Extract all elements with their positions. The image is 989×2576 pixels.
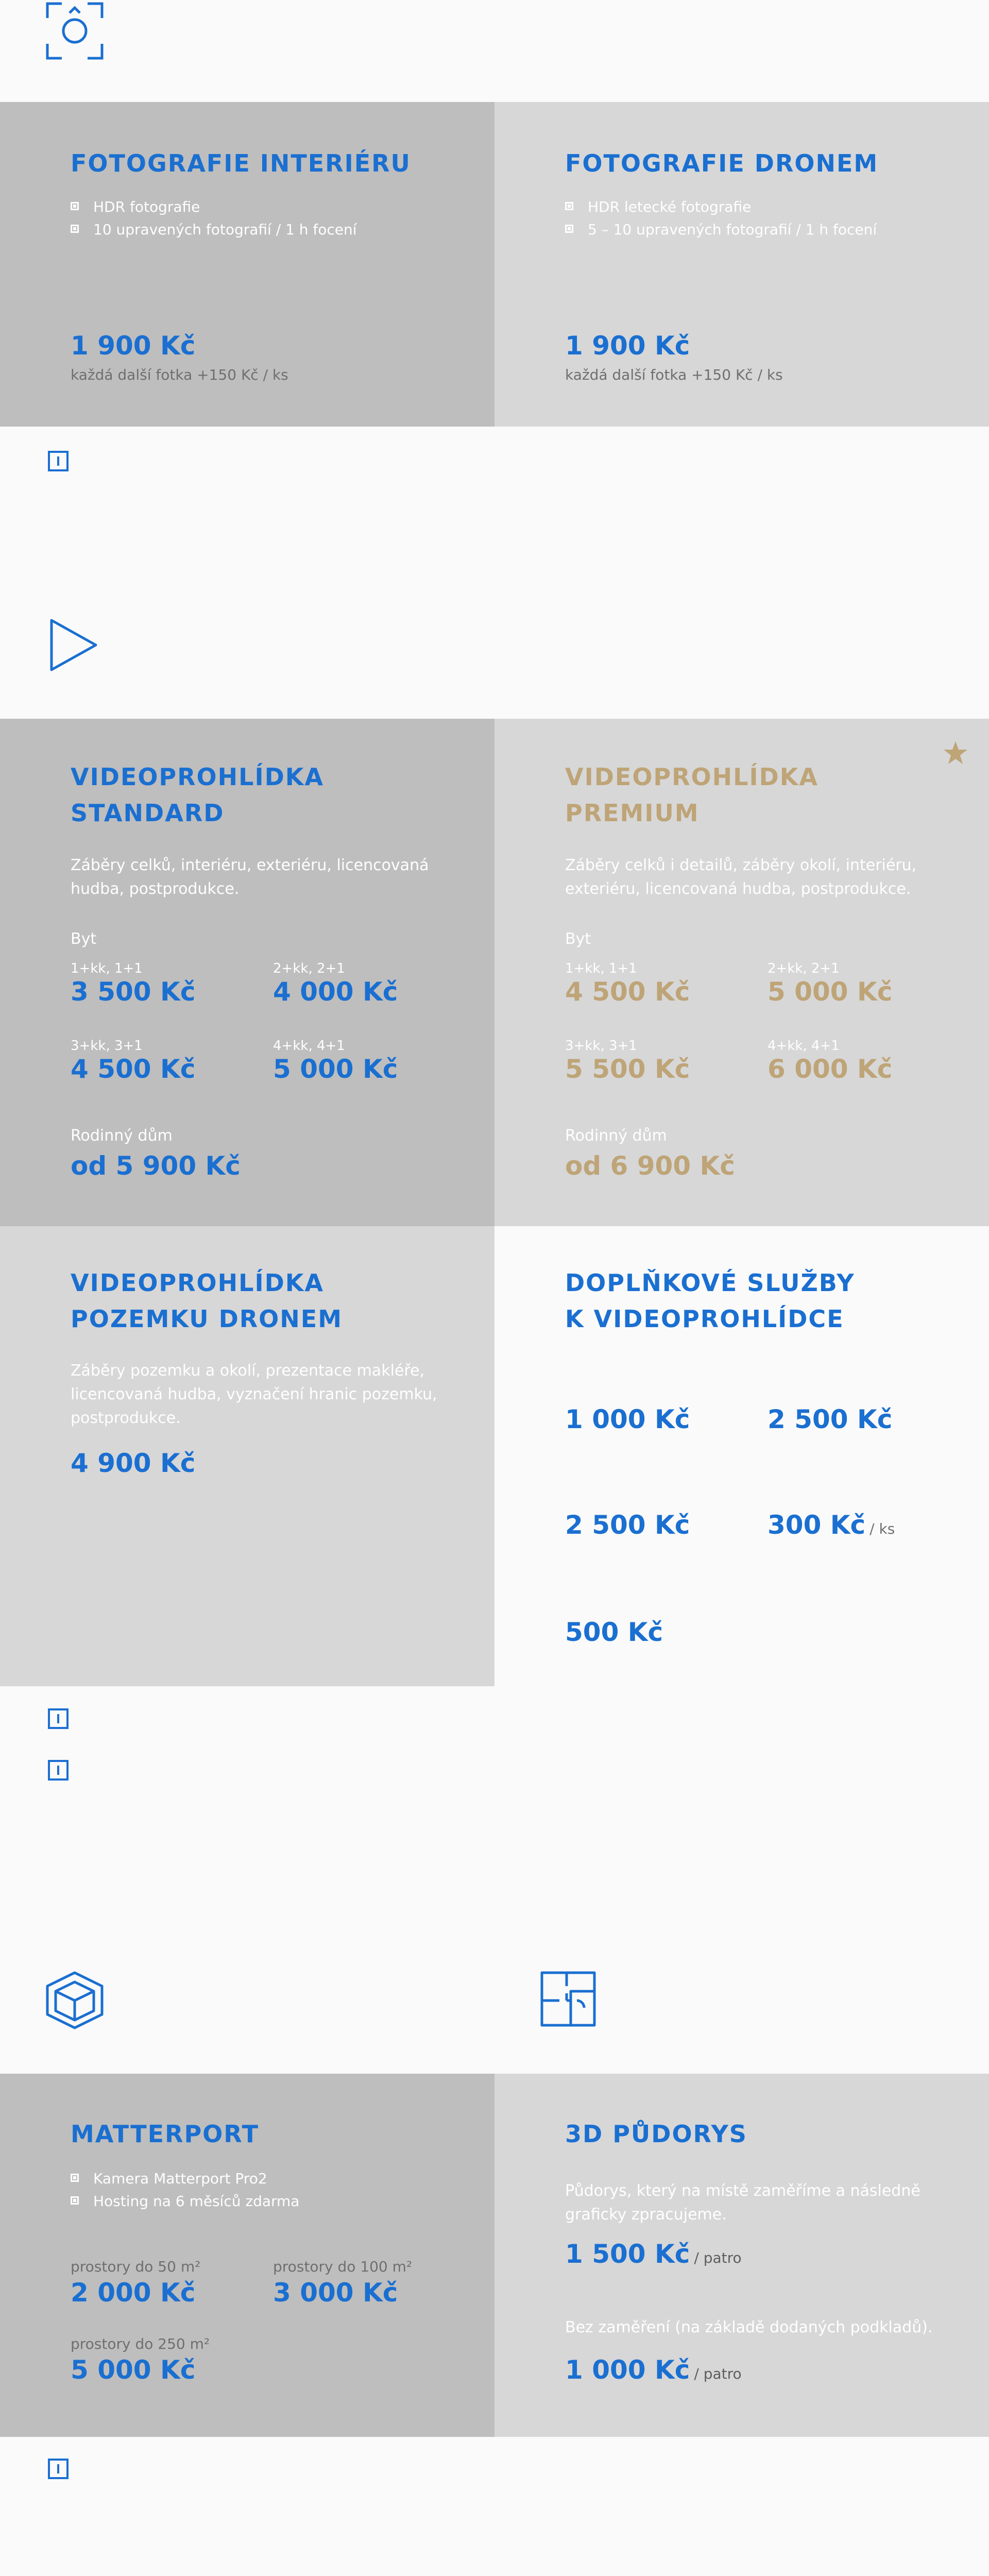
star-icon: [943, 740, 968, 765]
card-description: [565, 2179, 920, 2227]
description-line: Záběry pozemku a okolí, prezentace makléře,: [71, 1362, 425, 1380]
card-title: FOTOGRAFIE DRONEM: [565, 149, 879, 177]
description-line: exteriéru, licencovaná hudba, postprodukce.: [565, 880, 911, 898]
tier-label: 3+kk, 3+1: [71, 1038, 143, 1054]
extra-price-row: [768, 1510, 895, 1545]
card-title: 3D PŮDORYS: [565, 2120, 747, 2148]
tier-price: 6 000 Kč: [768, 1054, 893, 1084]
tier-label: 4+kk, 4+1: [273, 1038, 345, 1054]
card-title-line: K VIDEOPROHLÍDCE: [565, 1305, 844, 1333]
video-extras-card: [494, 1226, 989, 1686]
tier-label: 3+kk, 3+1: [565, 1038, 637, 1054]
feature-item: 10 upravených fotografií / 1 h focení: [71, 218, 357, 241]
tier-price: 3 000 Kč: [273, 2278, 398, 2308]
card-title: [565, 1265, 855, 1337]
card-description: [71, 1359, 437, 1430]
price: 1 500 Kč: [565, 2239, 690, 2269]
card-note: Bez zaměření (na základě dodaných podkladů).: [565, 2318, 933, 2336]
matterport-card: [0, 2074, 494, 2437]
tier-price: 4 500 Kč: [71, 1054, 196, 1084]
card-title-line: DOPLŇKOVÉ SLUŽBY: [565, 1269, 855, 1297]
tier-label: prostory do 50 m²: [71, 2258, 201, 2275]
feature-list: [565, 196, 877, 241]
price: 4 900 Kč: [71, 1448, 196, 1478]
price-unit: / ks: [869, 1520, 895, 1537]
card-title-line: VIDEOPROHLÍDKA: [565, 763, 819, 791]
tier-price: 4 500 Kč: [565, 977, 690, 1007]
tier-price: 3 500 Kč: [71, 977, 196, 1007]
section-label: Byt: [71, 930, 97, 948]
extra-price: 2 500 Kč: [565, 1510, 690, 1540]
card-title-line: POZEMKU DRONEM: [71, 1305, 343, 1333]
info-icon[interactable]: [48, 1760, 69, 1781]
tier-label: 2+kk, 2+1: [273, 961, 345, 976]
tier-price: 2 000 Kč: [71, 2278, 196, 2308]
tier-label: prostory do 100 m²: [273, 2258, 413, 2275]
card-title: [565, 759, 819, 831]
tier-label: prostory do 250 m²: [71, 2335, 210, 2352]
video-premium-card: [494, 719, 989, 1226]
info-icon[interactable]: [48, 2459, 69, 2479]
price: 1 000 Kč: [565, 2355, 690, 2385]
price-row: [565, 2239, 742, 2274]
feature-item: HDR fotografie: [71, 196, 357, 218]
card-description: [71, 854, 429, 901]
card-title-line: VIDEOPROHLÍDKA: [71, 763, 325, 791]
card-title: [71, 759, 324, 831]
price-note: každá další fotka +150 Kč / ks: [71, 366, 288, 383]
feature-list: [71, 196, 357, 241]
extra-price: 300 Kč: [768, 1510, 866, 1540]
house-price: od 6 900 Kč: [565, 1151, 735, 1181]
card-title-line: PREMIUM: [565, 799, 700, 827]
card-title-line: STANDARD: [71, 799, 225, 827]
tier-label: 4+kk, 4+1: [768, 1038, 840, 1054]
tier-label: 2+kk, 2+1: [768, 961, 840, 976]
extra-price: 500 Kč: [565, 1617, 663, 1647]
description-line: Záběry celků, interiéru, exteriéru, licencovaná: [71, 856, 429, 874]
description-line: postprodukce.: [71, 1409, 181, 1427]
feature-item: HDR letecké fotografie: [565, 196, 877, 218]
price-unit: / patro: [694, 2365, 742, 2382]
extra-price: 2 500 Kč: [768, 1404, 893, 1434]
matterport-cube-icon: [45, 1971, 105, 2030]
price-unit: / patro: [694, 2249, 742, 2266]
tier-price: 5 000 Kč: [768, 977, 893, 1007]
card-title: FOTOGRAFIE INTERIÉRU: [71, 149, 411, 177]
description-line: graficky zpracujeme.: [565, 2206, 727, 2224]
house-price: od 5 900 Kč: [71, 1151, 241, 1181]
description-line: Půdorys, který na místě zaměříme a následně: [565, 2182, 920, 2200]
card-description: [565, 854, 916, 901]
video-drone-card: [0, 1226, 494, 1686]
tier-price: 5 000 Kč: [71, 2355, 196, 2385]
info-icon[interactable]: [48, 1708, 69, 1729]
play-icon: [49, 618, 98, 672]
floorplan-card: [494, 2074, 989, 2437]
feature-item: Kamera Matterport Pro2: [71, 2167, 299, 2190]
tier-label: 1+kk, 1+1: [565, 961, 637, 976]
section-label: Rodinný dům: [71, 1127, 173, 1145]
card-title: [71, 1265, 343, 1337]
info-icon[interactable]: [48, 451, 69, 471]
description-line: licencovaná hudba, vyznačení hranic pozemku,: [71, 1385, 437, 1403]
price-row: [565, 2354, 742, 2389]
price: 1 900 Kč: [565, 331, 690, 361]
section-label: Byt: [565, 930, 591, 948]
card-title: MATTERPORT: [71, 2120, 260, 2148]
camera-focus-icon: [46, 3, 103, 59]
price-note: každá další fotka +150 Kč / ks: [565, 366, 783, 383]
feature-item: 5 – 10 upravených fotografií / 1 h focení: [565, 218, 877, 241]
tier-price: 5 500 Kč: [565, 1054, 690, 1084]
description-line: Záběry celků i detailů, záběry okolí, interiéru,: [565, 856, 917, 874]
card-title-line: VIDEOPROHLÍDKA: [71, 1269, 325, 1297]
photo-drone-card: [494, 102, 989, 427]
floorplan-icon: [540, 1971, 596, 2027]
photo-interior-card: [0, 102, 494, 427]
feature-item: Hosting na 6 měsíců zdarma: [71, 2190, 299, 2213]
video-standard-card: [0, 719, 494, 1226]
description-line: hudba, postprodukce.: [71, 880, 240, 898]
feature-list: [71, 2167, 299, 2213]
price: 1 900 Kč: [71, 331, 196, 361]
extra-price: 1 000 Kč: [565, 1404, 690, 1434]
tier-price: 4 000 Kč: [273, 977, 398, 1007]
tier-label: 1+kk, 1+1: [71, 961, 143, 976]
tier-price: 5 000 Kč: [273, 1054, 398, 1084]
section-label: Rodinný dům: [565, 1127, 667, 1145]
